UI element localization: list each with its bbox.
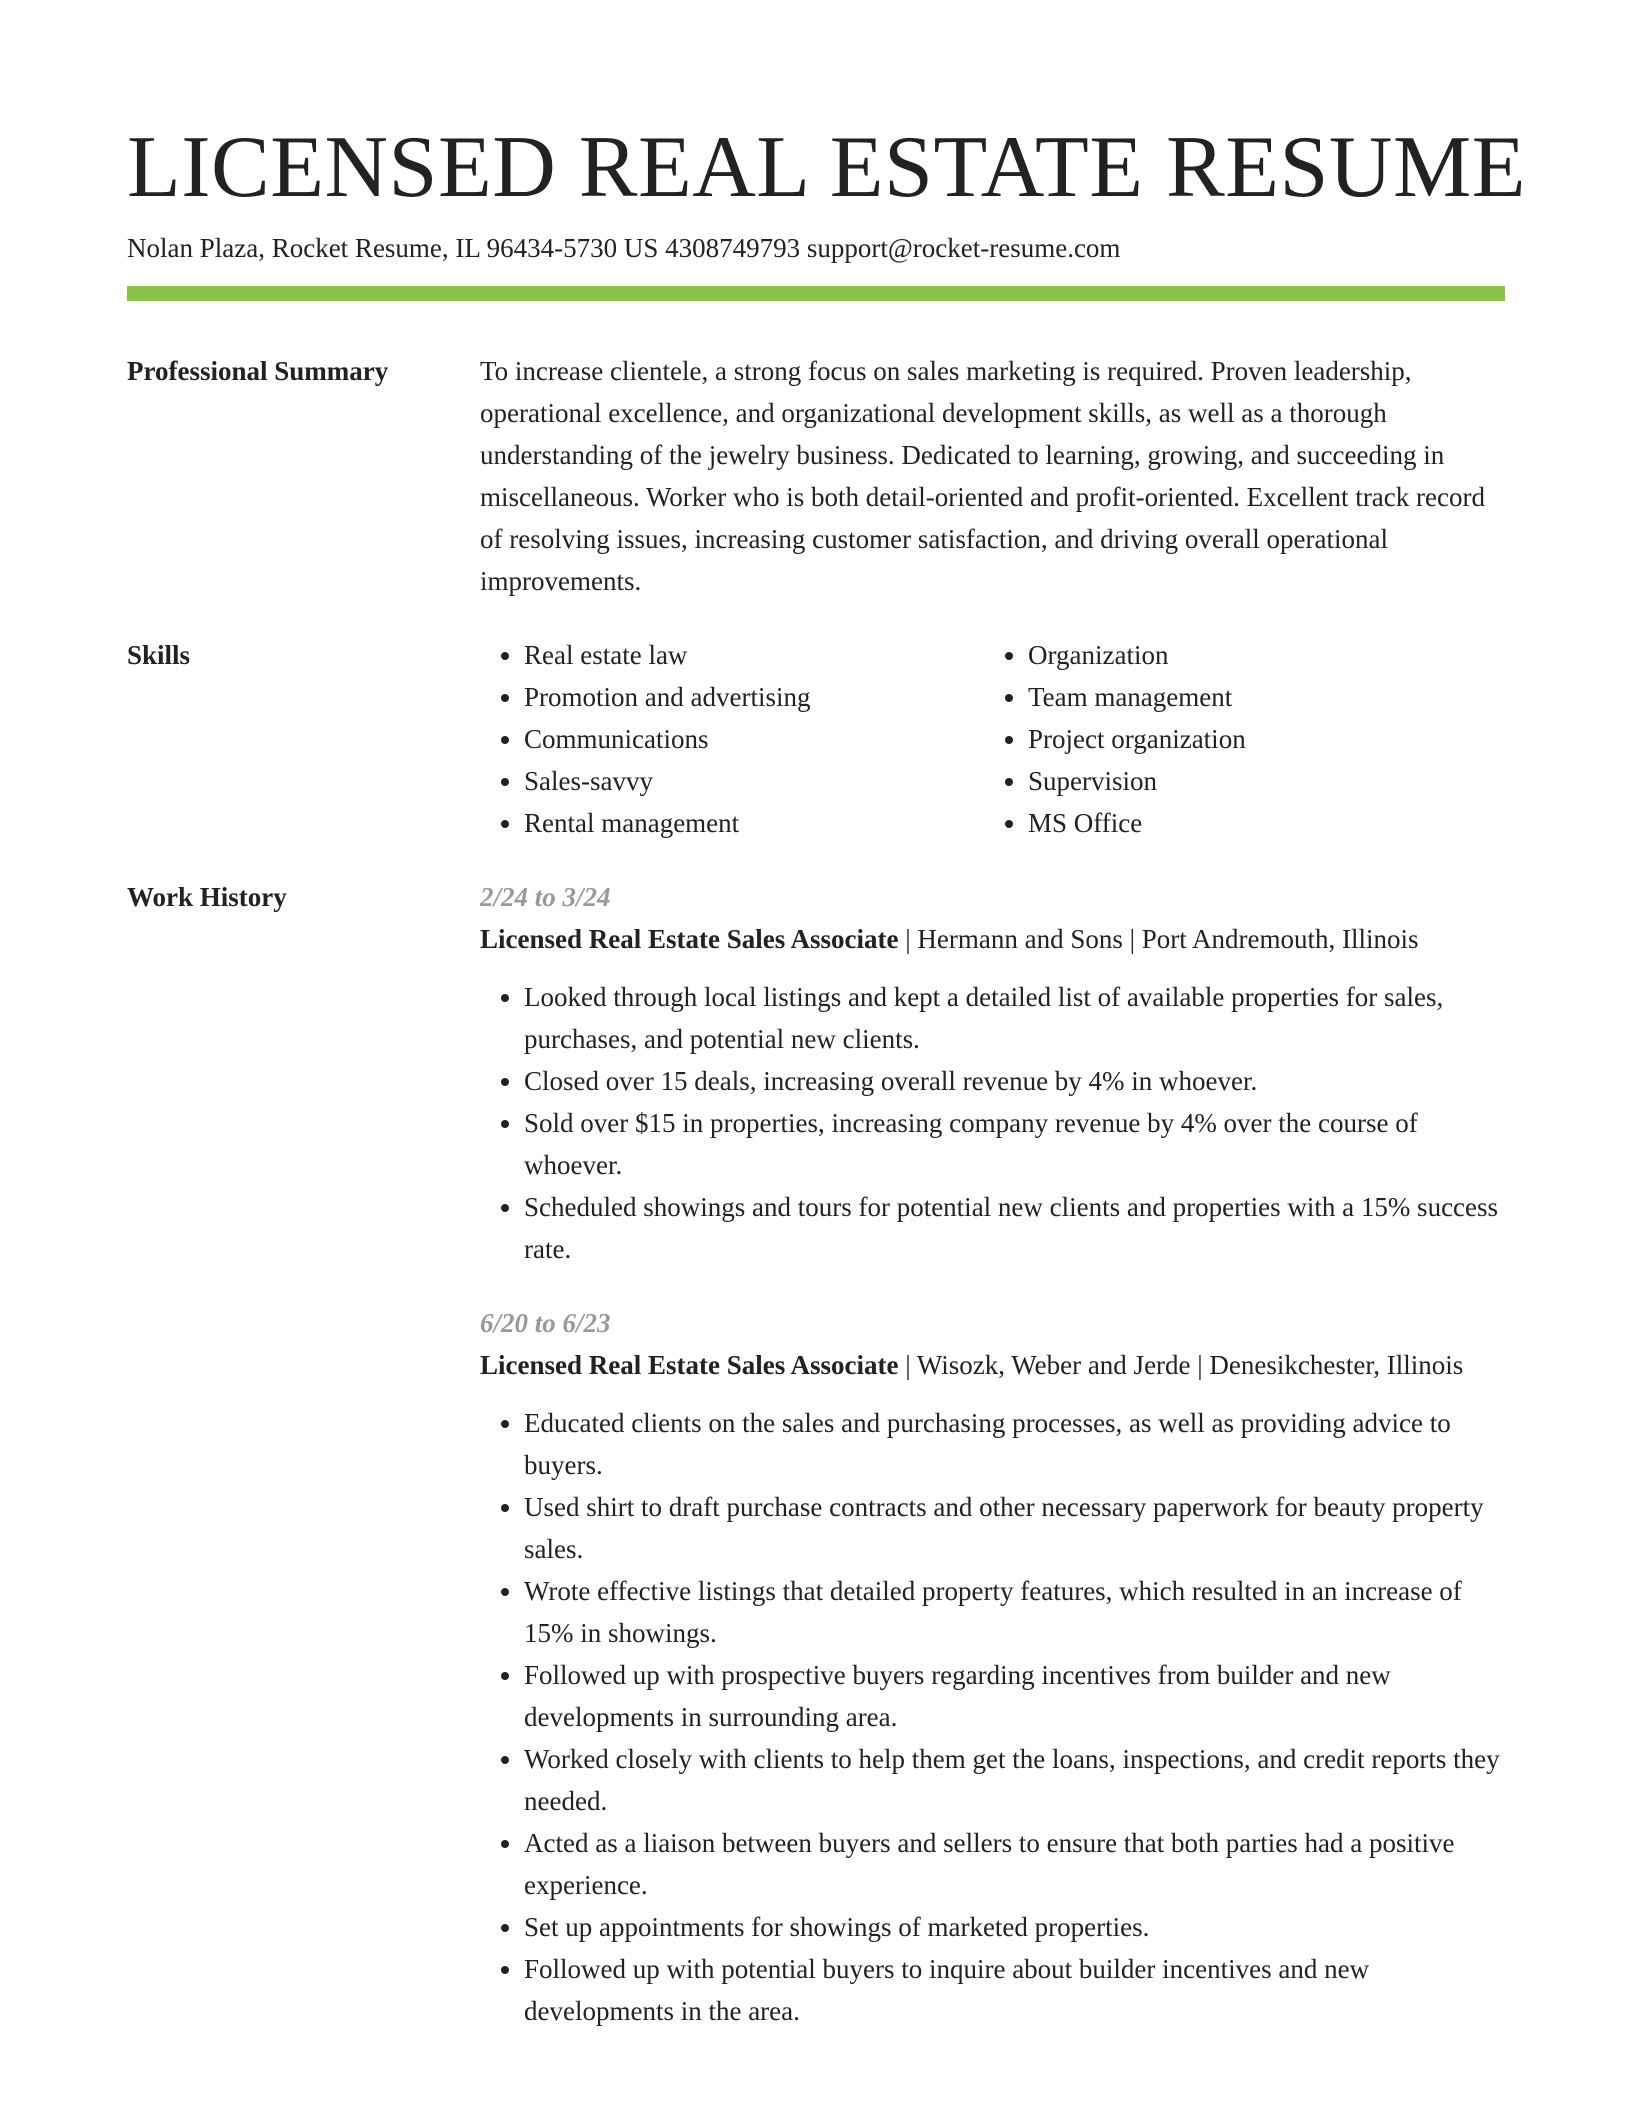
job-dates: 2/24 to 3/24	[480, 882, 611, 912]
job-bullet: • Sold over $15 in properties, increasing company revenue by 4% over the course of whoever.	[524, 1102, 1505, 1186]
skill-item: • Communications	[524, 718, 984, 760]
job-details: | Wisozk, Weber and Jerde | Denesikchester, Illinois	[898, 1350, 1464, 1380]
job-title-line	[480, 918, 1505, 960]
accent-divider	[127, 286, 1505, 301]
job-bullet: • Educated clients on the sales and purchasing processes, as well as providing advice to buyers.	[524, 1402, 1505, 1486]
skill-item: • Supervision	[1028, 760, 1488, 802]
work-history-body	[480, 876, 1505, 2032]
summary-heading: Professional Summary	[127, 356, 389, 386]
job-bullet: • Scheduled showings and tours for potential new clients and properties with a 15% success rate.	[524, 1186, 1505, 1270]
job-bullet: • Used shirt to draft purchase contracts and other necessary paperwork for beauty property sales.	[524, 1486, 1505, 1570]
job-title: Licensed Real Estate Sales Associate	[480, 924, 899, 954]
skills-column-1	[480, 634, 984, 844]
skills-section	[127, 634, 1505, 844]
job-bullet: • Acted as a liaison between buyers and sellers to ensure that both parties had a positive experience.	[524, 1822, 1505, 1906]
skills-column-2	[984, 634, 1488, 844]
summary-body	[480, 350, 1505, 602]
skill-item: • Promotion and advertising	[524, 676, 984, 718]
job-bullet: • Followed up with potential buyers to inquire about builder incentives and new developments in the area.	[524, 1948, 1505, 2032]
job-dates: 6/20 to 6/23	[480, 1308, 611, 1338]
skill-item: • Real estate law	[524, 634, 984, 676]
resume-sections	[127, 350, 1505, 2064]
summary-section	[127, 350, 1505, 602]
job-bullet: • Worked closely with clients to help them get the loans, inspections, and credit reports they needed.	[524, 1738, 1505, 1822]
job-entry	[480, 876, 1505, 1270]
job-bullets	[480, 1402, 1505, 2032]
job-bullet: • Looked through local listings and kept a detailed list of available properties for sales, purchases, and potential new clients.	[524, 976, 1505, 1060]
job-bullets	[480, 976, 1505, 1270]
skill-item: • Rental management	[524, 802, 984, 844]
job-details: | Hermann and Sons | Port Andremouth, Illinois	[898, 924, 1419, 954]
summary-text: To increase clientele, a strong focus on sales marketing is required. Proven leadership, operational excellence, and organizational development skills, as well as a thorough understanding of the jewelry business. Dedicated to learning, growing, and succeeding in miscellaneous. Worker who is both detail-oriented and profit-oriented. Excellent track record of resolving issues, increasing customer satisfaction, and driving overall operational improvements.	[480, 356, 1485, 596]
skill-item: • Sales-savvy	[524, 760, 984, 802]
skill-item: • Team management	[1028, 676, 1488, 718]
job-bullet: • Wrote effective listings that detailed property features, which resulted in an increase of 15% in showings.	[524, 1570, 1505, 1654]
skill-item: • MS Office	[1028, 802, 1488, 844]
resume-title: LICENSED REAL ESTATE RESUME	[127, 119, 1526, 216]
work-history-section	[127, 876, 1505, 2032]
skill-item: • Project organization	[1028, 718, 1488, 760]
work-history-heading: Work History	[127, 882, 287, 912]
job-title-line	[480, 1344, 1505, 1386]
job-entry	[480, 1302, 1505, 2032]
job-bullet: • Set up appointments for showings of marketed properties.	[524, 1906, 1505, 1948]
contact-line: Nolan Plaza, Rocket Resume, IL 96434-5730 US 4308749793 support@rocket-resume.com	[127, 233, 1121, 263]
job-bullet: • Closed over 15 deals, increasing overall revenue by 4% in whoever.	[524, 1060, 1505, 1102]
skills-heading: Skills	[127, 640, 191, 670]
job-bullet: • Followed up with prospective buyers regarding incentives from builder and new developments in surrounding area.	[524, 1654, 1505, 1738]
job-title: Licensed Real Estate Sales Associate	[480, 1350, 899, 1380]
skills-body	[480, 634, 1505, 844]
skill-item: • Organization	[1028, 634, 1488, 676]
